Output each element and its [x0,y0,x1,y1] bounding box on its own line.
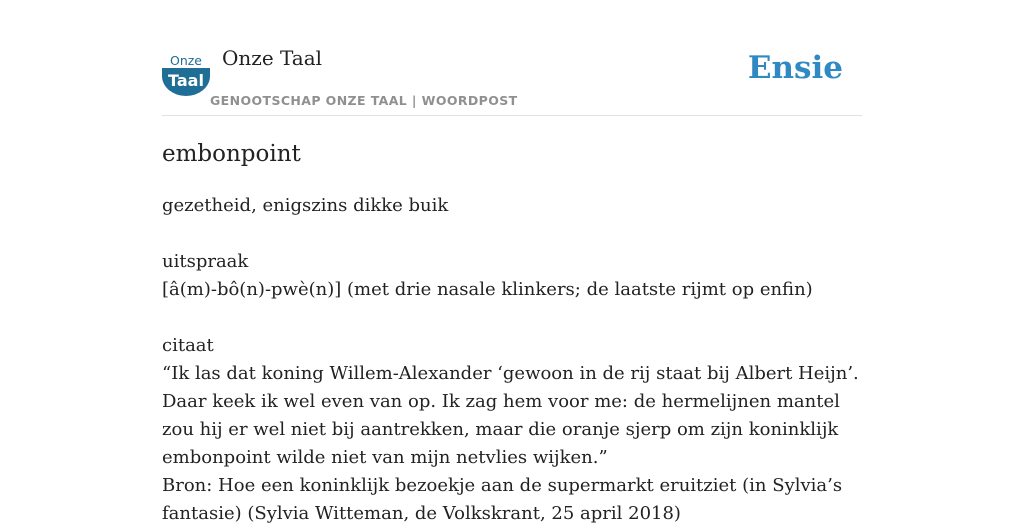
header [162,40,862,116]
quote-heading: citaat [162,335,214,356]
pronunciation: [â(m)-bô(n)-pwè(n)] (met drie nasale klinkers; de laatste rijmt op enfin) [162,279,813,300]
quote: “Ik las dat koning Willem-Alexander ‘gewoon in de rij staat bij Albert Heijn’. Daar keek ik wel even van op. Ik zag hem voor me: de hermelijnen mantel zou hij er wel niet bij aantrekken, maar die oranje sjerp om zijn koninklijk embonpoint wilde niet van mijn netvlies wijken.” [162,363,859,468]
ensie-brand-link[interactable]: Ensie [747,50,843,86]
logo-text-top: Onze [169,53,203,68]
definition: gezetheid, enigszins dikke buik [162,195,449,216]
onze-taal-logo[interactable] [162,54,210,96]
entry-content [162,136,862,528]
entry-title: embonpoint [162,141,301,167]
pronunciation-heading: uitspraak [162,251,249,272]
site-name[interactable]: Onze Taal [222,46,323,70]
spacer [162,304,862,332]
site-subtitle: GENOOTSCHAP ONZE TAAL | WOORDPOST [210,93,518,108]
logo-text-bottom: Taal [168,71,204,90]
spacer [162,220,862,248]
quote-source: Bron: Hoe een koninklijk bezoekje aan de supermarkt eruitziet (in Sylvia’s fantasie) (Sylvia Witteman, de Volkskrant, 25 april 2018) [162,475,843,524]
entry-body [162,192,862,528]
